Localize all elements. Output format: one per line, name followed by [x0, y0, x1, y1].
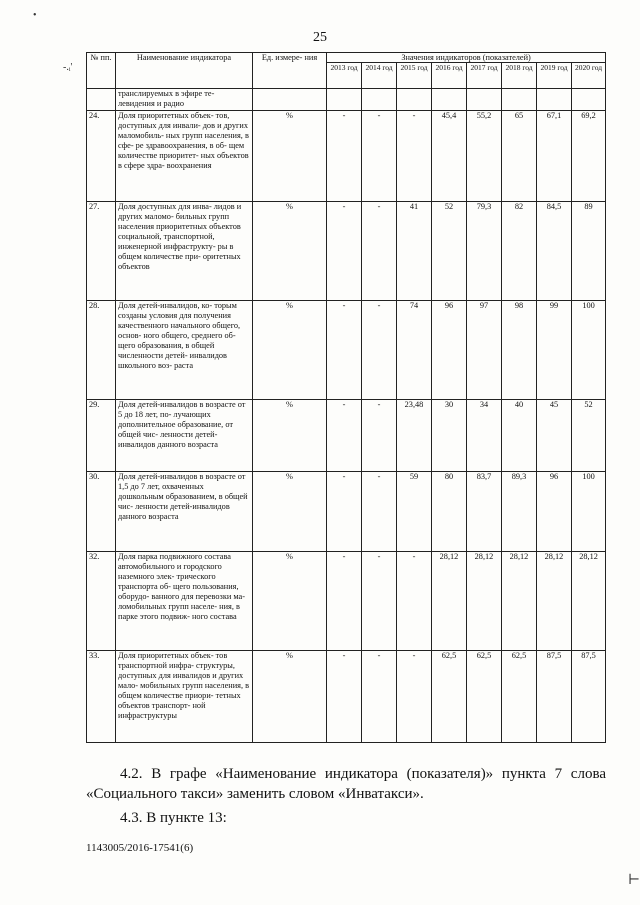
- indicator-name-cell: Доля доступных для инва- лидов и других маломо- бильных групп населения приоритетных объектов социальной, транспортной, инженерной инфраструкту- ры в общем количестве при- оритетных объектов: [116, 202, 253, 301]
- value-cell: -: [327, 552, 362, 651]
- value-cell: -: [362, 111, 397, 202]
- table-row: [87, 202, 606, 301]
- value-cell: 30: [432, 400, 467, 472]
- row-number-cell: 32.: [87, 552, 116, 651]
- indicator-name-cell: Доля детей-инвалидов в возрасте от 1,5 до 7 лет, охваченных дошкольным образованием, в общей чис- ленности детей-инвалидов данного возраста: [116, 472, 253, 552]
- header-year: 2016 год: [432, 63, 467, 89]
- table-row: [87, 301, 606, 400]
- row-number-cell: 28.: [87, 301, 116, 400]
- value-cell: [467, 89, 502, 111]
- row-number-cell: 24.: [87, 111, 116, 202]
- row-number-cell: 27.: [87, 202, 116, 301]
- value-cell: -: [327, 400, 362, 472]
- indicator-name-cell: Доля приоритетных объек- тов транспортной инфра- структуры, доступных для инвалидов и других мало- мобильных групп населения, в общем количестве приори- тетных объектов транспорт- ной инфраструктуры: [116, 651, 253, 743]
- header-year: 2018 год: [502, 63, 537, 89]
- value-cell: -: [362, 301, 397, 400]
- header-year: 2019 год: [537, 63, 572, 89]
- header-year: 2017 год: [467, 63, 502, 89]
- value-cell: 52: [432, 202, 467, 301]
- indicators-table: [86, 52, 606, 743]
- value-cell: -: [397, 111, 432, 202]
- value-cell: 83,7: [467, 472, 502, 552]
- value-cell: 28,12: [467, 552, 502, 651]
- indicator-name-cell: Доля приоритетных объек- тов, доступных для инвали- дов и других маломобиль- ных групп населения, в сфе- ре здравоохранения, в об- щем количестве приоритет- ных объектов в сфере здра- воохранения: [116, 111, 253, 202]
- value-cell: 87,5: [572, 651, 606, 743]
- table-row: [87, 472, 606, 552]
- page-number: 25: [313, 30, 327, 45]
- value-cell: 65: [502, 111, 537, 202]
- header-row-top: [87, 53, 606, 63]
- row-number-cell: 29.: [87, 400, 116, 472]
- value-cell: 45: [537, 400, 572, 472]
- scan-artifact-mark: -.ᵢ': [63, 62, 73, 73]
- value-cell: 100: [572, 301, 606, 400]
- value-cell: 79,3: [467, 202, 502, 301]
- value-cell: -: [362, 400, 397, 472]
- value-cell: -: [397, 651, 432, 743]
- value-cell: -: [327, 472, 362, 552]
- value-cell: 41: [397, 202, 432, 301]
- value-cell: 89: [572, 202, 606, 301]
- value-cell: [537, 89, 572, 111]
- value-cell: [572, 89, 606, 111]
- value-cell: 98: [502, 301, 537, 400]
- header-year: 2014 год: [362, 63, 397, 89]
- value-cell: [432, 89, 467, 111]
- unit-cell: %: [253, 111, 327, 202]
- value-cell: 82: [502, 202, 537, 301]
- value-cell: 62,5: [502, 651, 537, 743]
- value-cell: -: [362, 552, 397, 651]
- value-cell: 23,48: [397, 400, 432, 472]
- row-number-cell: [87, 89, 116, 111]
- value-cell: 74: [397, 301, 432, 400]
- table-row: [87, 111, 606, 202]
- value-cell: 28,12: [537, 552, 572, 651]
- value-cell: -: [327, 111, 362, 202]
- value-cell: 89,3: [502, 472, 537, 552]
- value-cell: 45,4: [432, 111, 467, 202]
- value-cell: 99: [537, 301, 572, 400]
- header-values-group: Значения индикаторов (показателей): [327, 53, 606, 63]
- value-cell: -: [327, 202, 362, 301]
- scan-artifact-dot: •: [33, 10, 37, 21]
- amendment-paragraph-4-3: 4.3. В пункте 13:: [120, 810, 227, 826]
- value-cell: -: [362, 472, 397, 552]
- unit-cell: %: [253, 472, 327, 552]
- value-cell: 62,5: [467, 651, 502, 743]
- value-cell: [362, 89, 397, 111]
- value-cell: 28,12: [572, 552, 606, 651]
- value-cell: 28,12: [502, 552, 537, 651]
- value-cell: 55,2: [467, 111, 502, 202]
- header-num: № пп.: [87, 53, 116, 89]
- value-cell: 52: [572, 400, 606, 472]
- value-cell: -: [397, 552, 432, 651]
- table-row: [87, 552, 606, 651]
- unit-cell: %: [253, 202, 327, 301]
- value-cell: 97: [467, 301, 502, 400]
- value-cell: 96: [432, 301, 467, 400]
- scan-artifact-edge: ⊢: [628, 873, 640, 888]
- value-cell: 59: [397, 472, 432, 552]
- value-cell: 67,1: [537, 111, 572, 202]
- value-cell: 87,5: [537, 651, 572, 743]
- indicator-name-cell: Доля парка подвижного состава автомобильного и городского наземного элек- трического транспорта об- щего пользования, оборудо- ванного для перевозки ма- ломобильных групп населе- ния, в парке этого подвиж- ного состава: [116, 552, 253, 651]
- row-number-cell: 30.: [87, 472, 116, 552]
- value-cell: 62,5: [432, 651, 467, 743]
- value-cell: [502, 89, 537, 111]
- value-cell: 69,2: [572, 111, 606, 202]
- table-row: [87, 651, 606, 743]
- header-year: 2013 год: [327, 63, 362, 89]
- header-year: 2020 год: [572, 63, 606, 89]
- value-cell: 100: [572, 472, 606, 552]
- value-cell: -: [362, 651, 397, 743]
- value-cell: -: [362, 202, 397, 301]
- row-number-cell: 33.: [87, 651, 116, 743]
- value-cell: 40: [502, 400, 537, 472]
- value-cell: 96: [537, 472, 572, 552]
- table-row: [87, 400, 606, 472]
- value-cell: 28,12: [432, 552, 467, 651]
- amendment-paragraph-4-2: 4.2. В графе «Наименование индикатора (показателя)» пункта 7 слова «Социального такси» заменить словом «Инватакси».: [86, 766, 606, 802]
- table-row: [87, 89, 606, 111]
- header-year: 2015 год: [397, 63, 432, 89]
- unit-cell: %: [253, 651, 327, 743]
- value-cell: 80: [432, 472, 467, 552]
- header-unit: Ед. измере- ния: [253, 53, 327, 89]
- indicator-name-cell: транслируемых в эфире те- левидения и радио: [116, 89, 253, 111]
- unit-cell: %: [253, 552, 327, 651]
- indicator-name-cell: Доля детей-инвалидов в возрасте от 5 до 18 лет, по- лучающих дополнительное образование, от общей чис- ленности детей-инвалидов данного возраста: [116, 400, 253, 472]
- unit-cell: [253, 89, 327, 111]
- document-code: 1143005/2016-17541(6): [86, 842, 194, 854]
- unit-cell: %: [253, 400, 327, 472]
- value-cell: -: [327, 301, 362, 400]
- value-cell: [397, 89, 432, 111]
- unit-cell: %: [253, 301, 327, 400]
- value-cell: 34: [467, 400, 502, 472]
- value-cell: [327, 89, 362, 111]
- value-cell: 84,5: [537, 202, 572, 301]
- header-name: Наименование индикатора: [116, 53, 253, 89]
- indicator-name-cell: Доля детей-инвалидов, ко- торым созданы условия для получения качественного начального общего, основ- ного общего, среднего об- щего образования, в общей численности детей- инвалидов школьного воз- раста: [116, 301, 253, 400]
- value-cell: -: [327, 651, 362, 743]
